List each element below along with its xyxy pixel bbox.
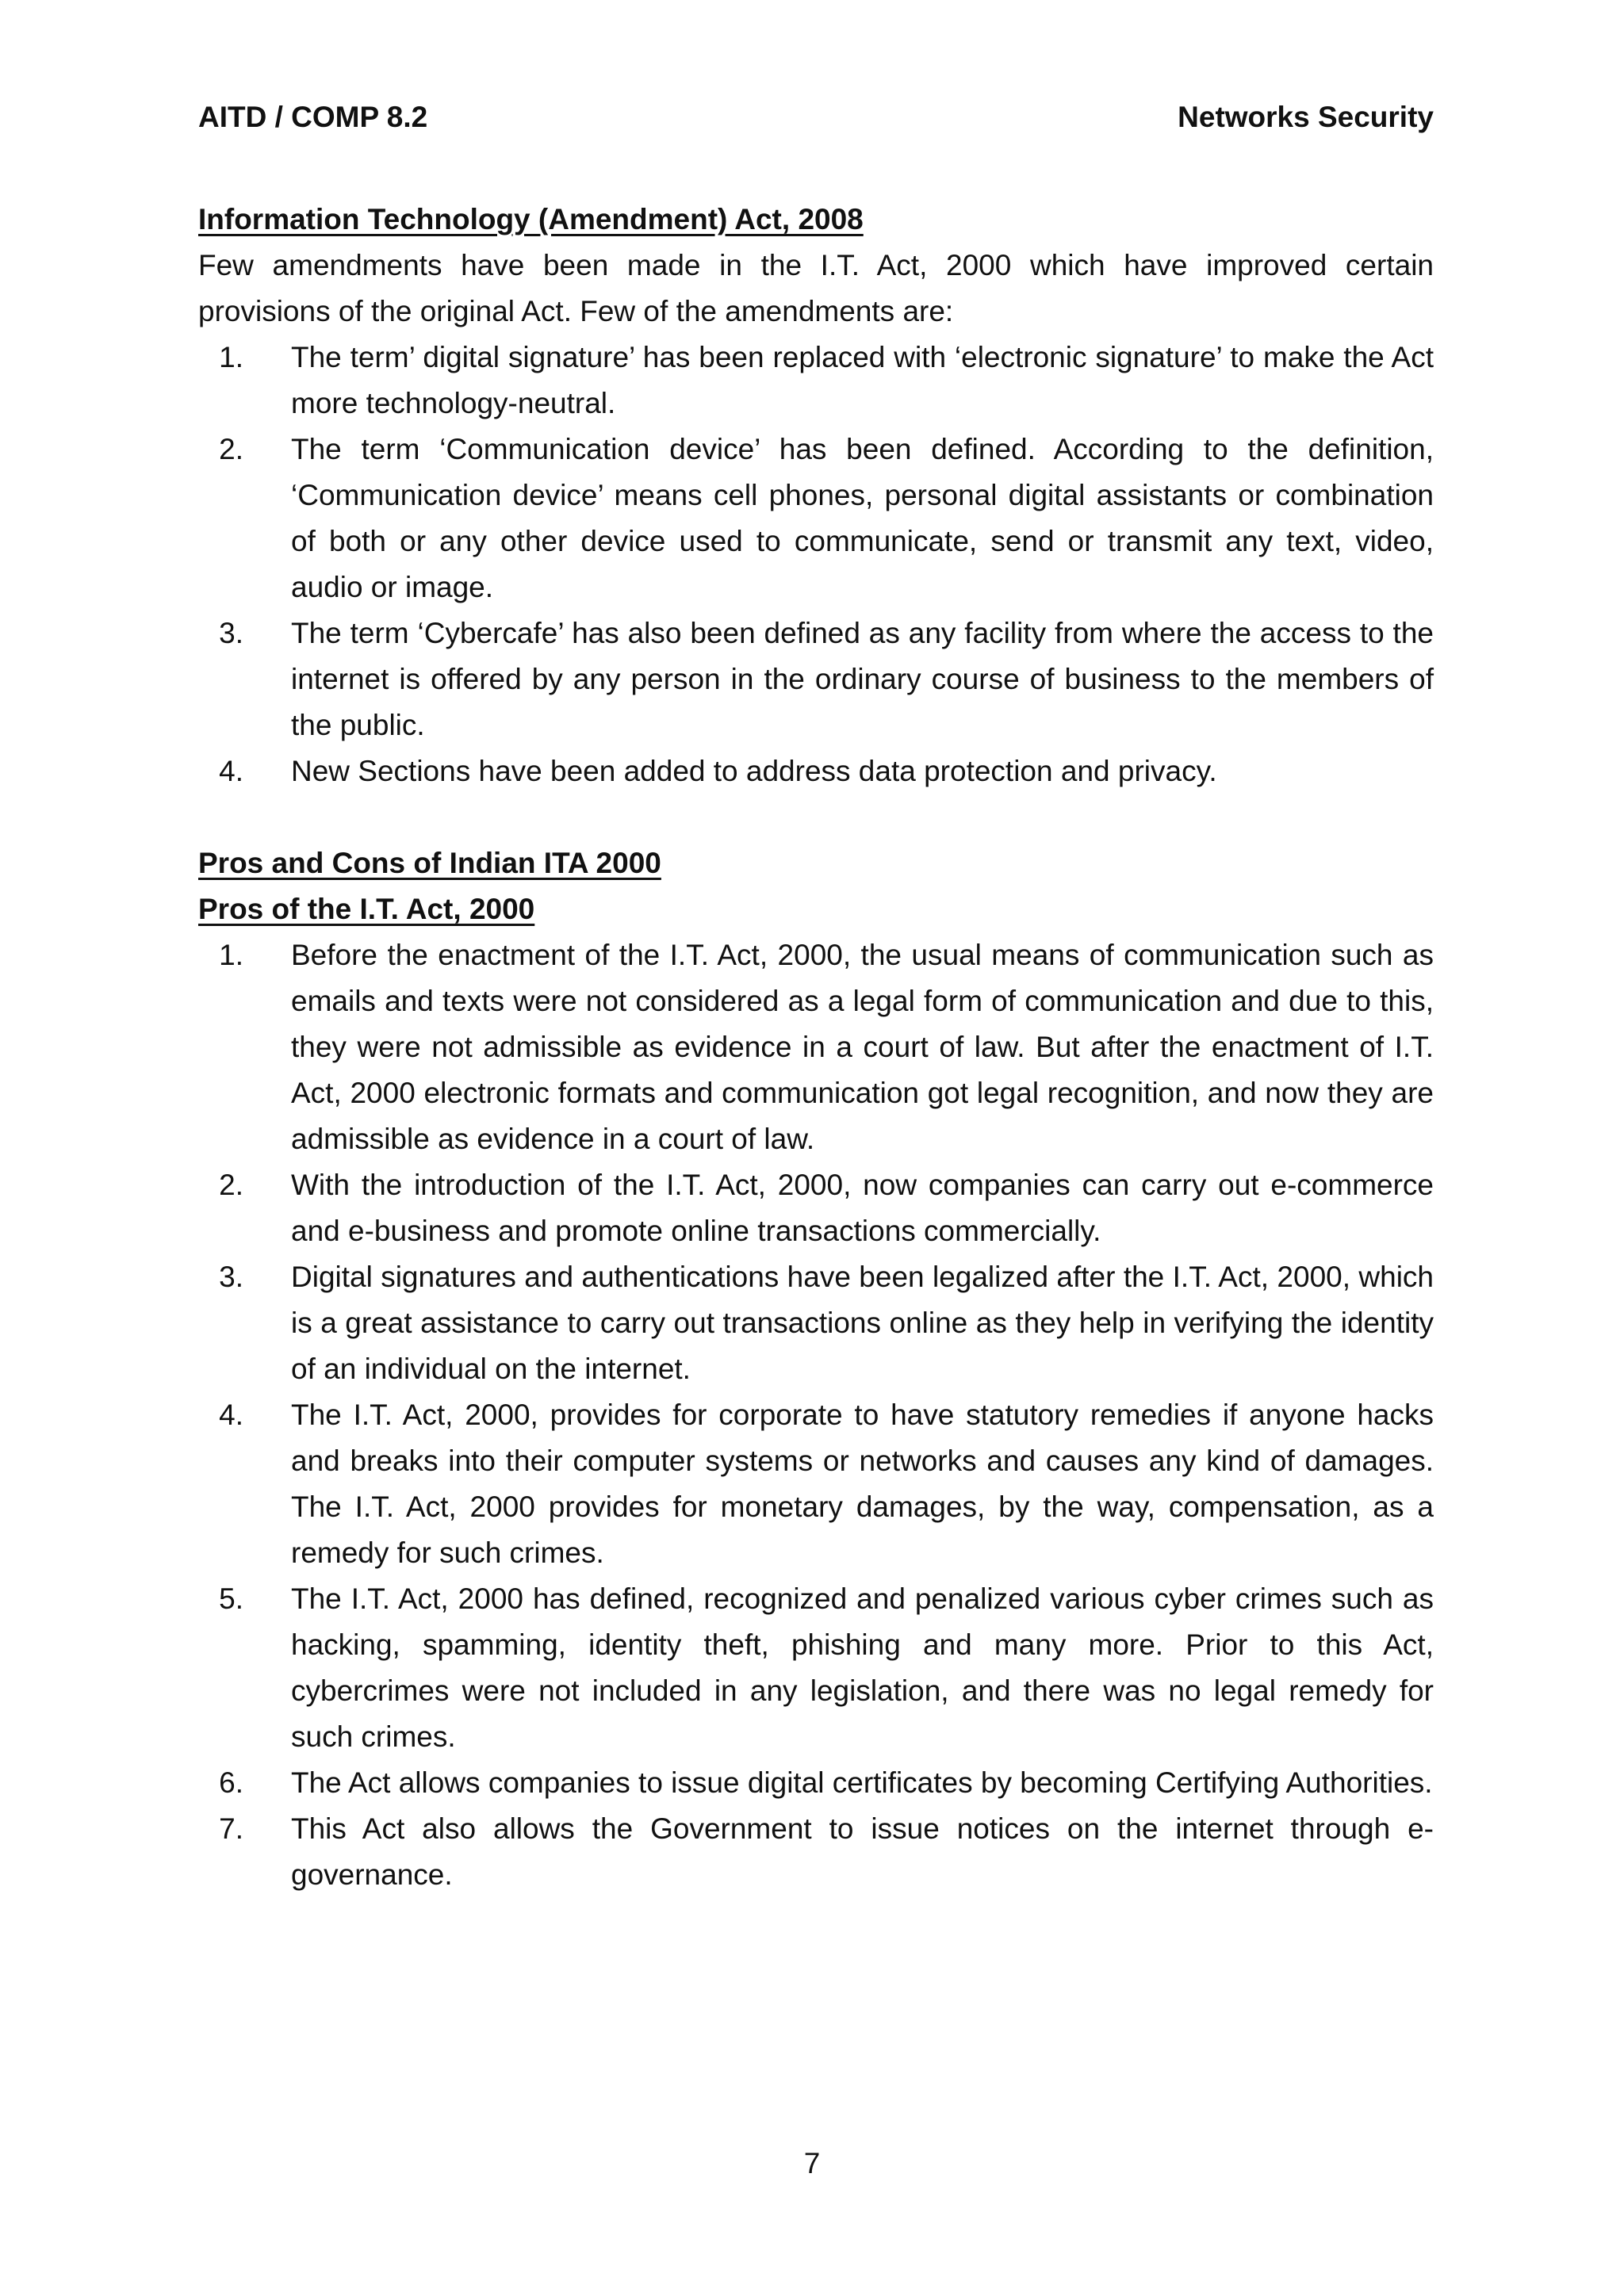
list-item-number: 2. <box>219 433 243 465</box>
list-item-text: The I.T. Act, 2000, provides for corporate to have statutory remedies if anyone hacks and breaks into their computer systems or networks and causes any kind of damages. The I.T. Act, 2000 provides for monetary damages, by the way, compensation, as a remedy for such crimes. <box>291 1399 1434 1569</box>
page-number: 7 <box>803 2147 821 2179</box>
list-item <box>198 1162 1434 1254</box>
page-header <box>198 97 1434 138</box>
list-item <box>198 1806 1434 1898</box>
section-heading-amendment-act: Information Technology (Amendment) Act, 2008 <box>198 203 864 235</box>
list-item-number: 1. <box>219 341 243 373</box>
list-item-text: The term’ digital signature’ has been replaced with ‘electronic signature’ to make the Act more technology-neutral. <box>291 341 1434 419</box>
list-item-text: Before the enactment of the I.T. Act, 2000, the usual means of communication such as emails and texts were not considered as a legal form of communication and due to this, they were not admissible as evidence in a court of law. But after the enactment of I.T. Act, 2000 electronic formats and communication got legal recognition, and now they are admissible as evidence in a court of law. <box>291 939 1434 1155</box>
list-item-number: 5. <box>219 1582 243 1615</box>
list-item-number: 6. <box>219 1766 243 1799</box>
list-item-number: 4. <box>219 755 243 787</box>
pros-list <box>198 932 1434 1898</box>
list-item-text: The Act allows companies to issue digital certificates by becoming Certifying Authorities. <box>291 1766 1433 1799</box>
list-item-text: With the introduction of the I.T. Act, 2000, now companies can carry out e-commerce and e-business and promote online transactions commercially. <box>291 1169 1434 1247</box>
list-item <box>198 1392 1434 1576</box>
list-item <box>198 1254 1434 1392</box>
list-item <box>198 748 1434 794</box>
list-item-text: The term ‘Communication device’ has been defined. According to the definition, ‘Communication device’ means cell phones, personal digital assistants or combination of both or any other device used to communicate, send or transmit any text, video, audio or image. <box>291 433 1434 603</box>
amendments-list <box>198 335 1434 794</box>
list-item <box>198 335 1434 427</box>
list-item <box>198 427 1434 610</box>
amendment-intro-paragraph: Few amendments have been made in the I.T. Act, 2000 which have improved certain provisions of the original Act. Few of the amendments are: <box>198 249 1434 327</box>
list-item-text: The I.T. Act, 2000 has defined, recognized and penalized various cyber crimes such as hacking, spamming, identity theft, phishing and many more. Prior to this Act, cybercrimes were not included in any legislation, and there was no legal remedy for such crimes. <box>291 1582 1434 1753</box>
list-item-number: 4. <box>219 1399 243 1431</box>
header-subject: Networks Security <box>1178 101 1434 133</box>
list-item <box>198 1576 1434 1760</box>
list-item-number: 1. <box>219 939 243 971</box>
list-item-text: New Sections have been added to address data protection and privacy. <box>291 755 1217 787</box>
list-item-number: 3. <box>219 617 243 649</box>
list-item-text: Digital signatures and authentications have been legalized after the I.T. Act, 2000, which is a great assistance to carry out transactions online as they help in verifying the identity of an individual on the internet. <box>291 1261 1434 1385</box>
list-item <box>198 1760 1434 1806</box>
subheading-pros: Pros of the I.T. Act, 2000 <box>198 893 535 925</box>
header-course-code: AITD / COMP 8.2 <box>198 101 428 133</box>
page-content <box>198 197 1434 1898</box>
list-item <box>198 610 1434 748</box>
list-item-number: 7. <box>219 1812 243 1845</box>
list-item-text: This Act also allows the Government to issue notices on the internet through e-governance. <box>291 1812 1434 1891</box>
section-spacer <box>198 794 1434 840</box>
section-heading-pros-cons: Pros and Cons of Indian ITA 2000 <box>198 847 661 879</box>
list-item-number: 2. <box>219 1169 243 1201</box>
list-item-text: The term ‘Cybercafe’ has also been defined as any facility from where the access to the internet is offered by any person in the ordinary course of business to the members of the public. <box>291 617 1434 741</box>
list-item <box>198 932 1434 1162</box>
list-item-number: 3. <box>219 1261 243 1293</box>
